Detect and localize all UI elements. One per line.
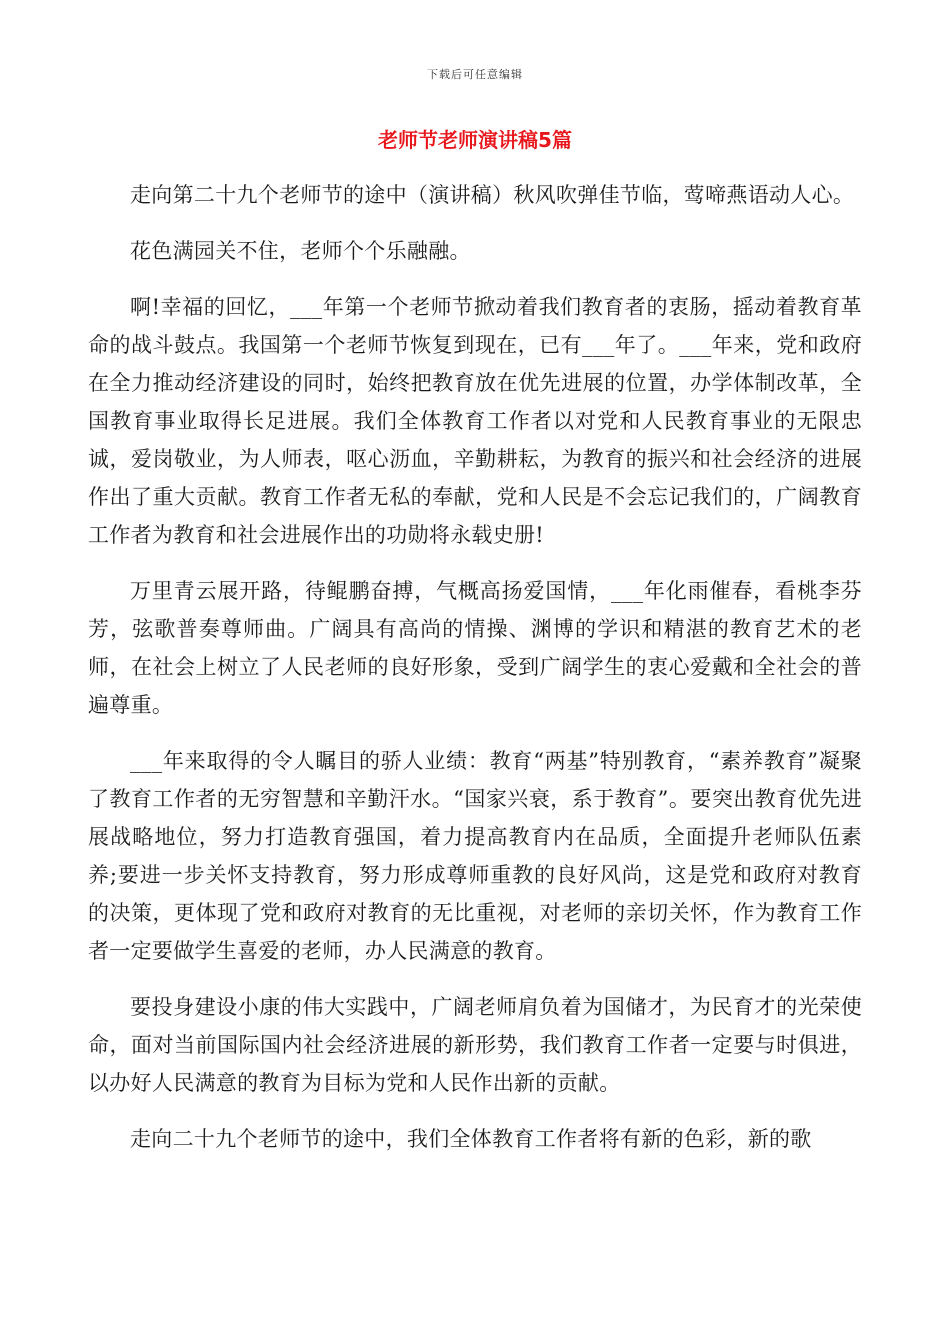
paragraph: 啊!幸福的回忆，___年第一个老师节掀动着我们教育者的衷肠，摇动着教育革命的战斗鼓点。我国第一个老师节恢复到现在，已有___年了。___年来，党和政府在全力推动经济建设的同时，始终把教育放在优先进展的位置，办学体制改革，全国教育事业取得长足进展。我们全体教育工作者以对党和人民教育事业的无限忠诚，爱岗敬业，为人师表，呕心沥血，辛勤耕耘，为教育的振兴和社会经济的进展作出了重大贡献。教育工作者无私的奉献，党和人民是不会忘记我们的，广阔教育工作者为教育和社会进展作出的功勋将永载史册!	[88, 295, 862, 547]
document-title: 老师节老师演讲稿5篇	[378, 128, 572, 152]
paragraph: 走向二十九个老师节的途中，我们全体教育工作者将有新的色彩，新的歌	[130, 1127, 812, 1151]
paragraph: ___年来取得的令人瞩目的骄人业绩：教育“两基”特别教育，“素养教育”凝聚了教育工作者的无穷智慧和辛勤汗水。“国家兴衰，系于教育”。要突出教育优先进展战略地位，努力打造教育强国，着力提高教育内在品质，全面提升老师队伍素养;要进一步关怀支持教育，努力形成尊师重教的良好风尚，这是党和政府对教育的决策，更体现了党和政府对教育的无比重视，对老师的亲切关怀，作为教育工作者一定要做学生喜爱的老师，办人民满意的教育。	[88, 749, 862, 963]
header-note: 下载后可任意编辑	[427, 68, 523, 81]
paragraph: 走向第二十九个老师节的途中（演讲稿）秋风吹弹佳节临，莺啼燕语动人心。	[130, 183, 855, 207]
paragraph: 花色满园关不住，老师个个乐融融。	[130, 239, 471, 263]
document-body	[88, 176, 862, 1176]
paragraph: 要投身建设小康的伟大实践中，广阔老师肩负着为国储才，为民育才的光荣使命，面对当前国际国内社会经济进展的新形势，我们教育工作者一定要与时俱进，以办好人民满意的教育为目标为党和人民作出新的贡献。	[88, 995, 862, 1095]
paragraph: 万里青云展开路，待鲲鹏奋搏，气概高扬爱国情，___年化雨催春，看桃李芬芳，弦歌普奏尊师曲。广阔具有高尚的情操、渊博的学识和精湛的教育艺术的老师，在社会上树立了人民老师的良好形象，受到广阔学生的衷心爱戴和全社会的普遍尊重。	[88, 579, 862, 717]
